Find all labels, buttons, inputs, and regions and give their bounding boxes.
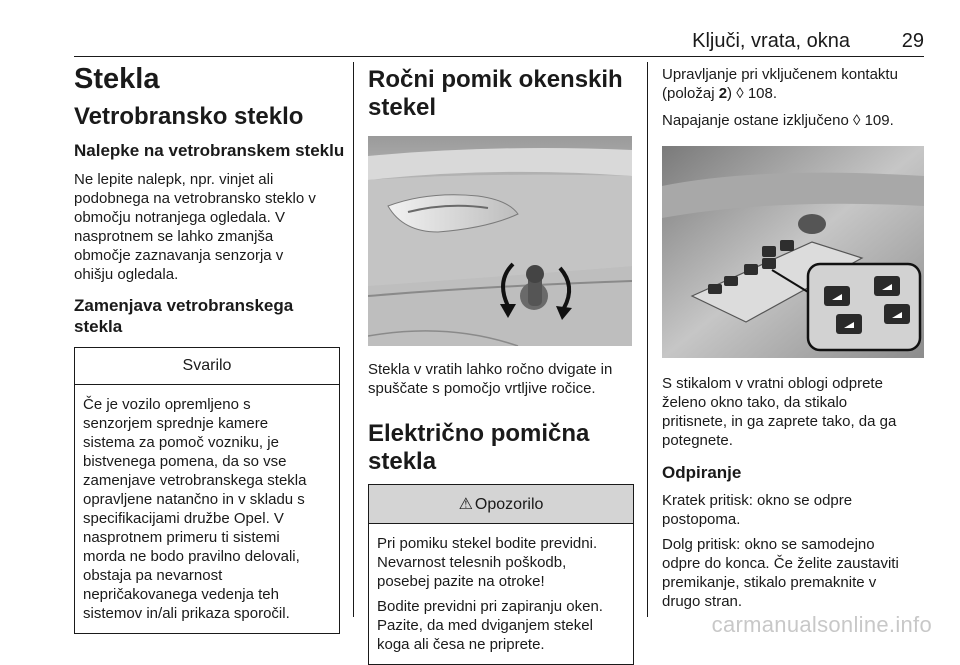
power-off-paragraph: Napajanje ostane izključeno ◊ 109. (662, 112, 894, 129)
window-crank-drawing (368, 136, 632, 346)
section-title: Vetrobransko steklo (74, 103, 304, 130)
subsection-title-replacement: Zamenjava vetrobranskega stekla (74, 296, 294, 336)
window-switch-drawing (662, 146, 924, 358)
sticker-paragraph: Ne lepite nalepk, npr. vinjet ali podobnega na vetrobransko steklo v območju notranjega ogledala. V nasprotnem se lahko zmanjša območje zaznavanja senzorja v ohišju ogledala. (74, 171, 316, 283)
caution-text: Če je vozilo opremljeno s senzorjem sprednje kamere sistema za pomoč vozniku, je bistvenega pomena, da so vse zamenjave vetrobranskega stekla opravljene natančno in v skladu s specifikacijami družbe Opel. V nasprotnem primeru ti sistemi morda ne bodo pravilno delovali, obstaja pa nevarnost nepričakovanega vedenja teh sistemov in/ali prikaza sporočil. (83, 396, 307, 622)
page-ref-icon: ◊ (852, 112, 861, 129)
chapter-title: Stekla (74, 63, 160, 95)
column-left (74, 62, 345, 634)
window-crank-illustration (368, 136, 632, 346)
column-middle (368, 62, 634, 665)
warning-header (369, 485, 633, 524)
window-switch-illustration (662, 146, 924, 358)
warning-triangle-icon: ⚠ (458, 496, 473, 513)
page-number: 29 (901, 30, 924, 52)
warning-label: Opozorilo (474, 496, 544, 513)
watermark: carmanualsonline.info (711, 612, 932, 637)
power-windows-title: Električno pomična stekla (368, 420, 590, 475)
switch-paragraph: S stikalom v vratni oblogi odprete želeno okno tako, da stikalo pritisnete, in ga zaprete tako, da ga potegnete. (662, 375, 897, 449)
caution-label: Svarilo (75, 348, 339, 385)
page-ref-108[interactable]: 108. (747, 85, 778, 102)
page-ref-icon: ◊ (736, 85, 744, 102)
manual-windows-paragraph: Stekla v vratih lahko ročno dvigate in spuščate s pomočjo vrtljive ročice. (368, 361, 613, 397)
caution-box (74, 347, 340, 634)
page-ref-109[interactable]: 109. (864, 112, 894, 129)
ignition-paragraph: Upravljanje pri vključenem kontaktu (položaj 2) ◊ 108. (662, 66, 898, 102)
manual-windows-title: Ročni pomik okenskih stekel (368, 66, 623, 121)
opening-title: Odpiranje (662, 463, 742, 482)
warning-text: Pri pomiku stekel bodite previdni. Nevarnost telesnih poškodb, posebej pazite na otroke! Bodite previdni pri zapiranju oken. Pazite, da med dviganjem stekel koga ali česa ne priprete. (377, 535, 603, 653)
long-press-paragraph: Dolg pritisk: okno se samodejno odpre do konca. Če želite zaustaviti premikanje, stikalo premaknite v drugo stran. (662, 536, 899, 610)
subsection-title: Nalepke na vetrobranskem steklu (74, 141, 345, 160)
short-press-paragraph: Kratek pritisk: okno se odpre postopoma. (662, 492, 853, 528)
warning-box (368, 484, 634, 665)
header-rule (74, 56, 924, 57)
column-right (662, 62, 926, 611)
column-divider-1 (353, 62, 354, 617)
column-divider-2 (647, 62, 648, 617)
running-header-title: Ključi, vrata, okna (692, 30, 850, 52)
